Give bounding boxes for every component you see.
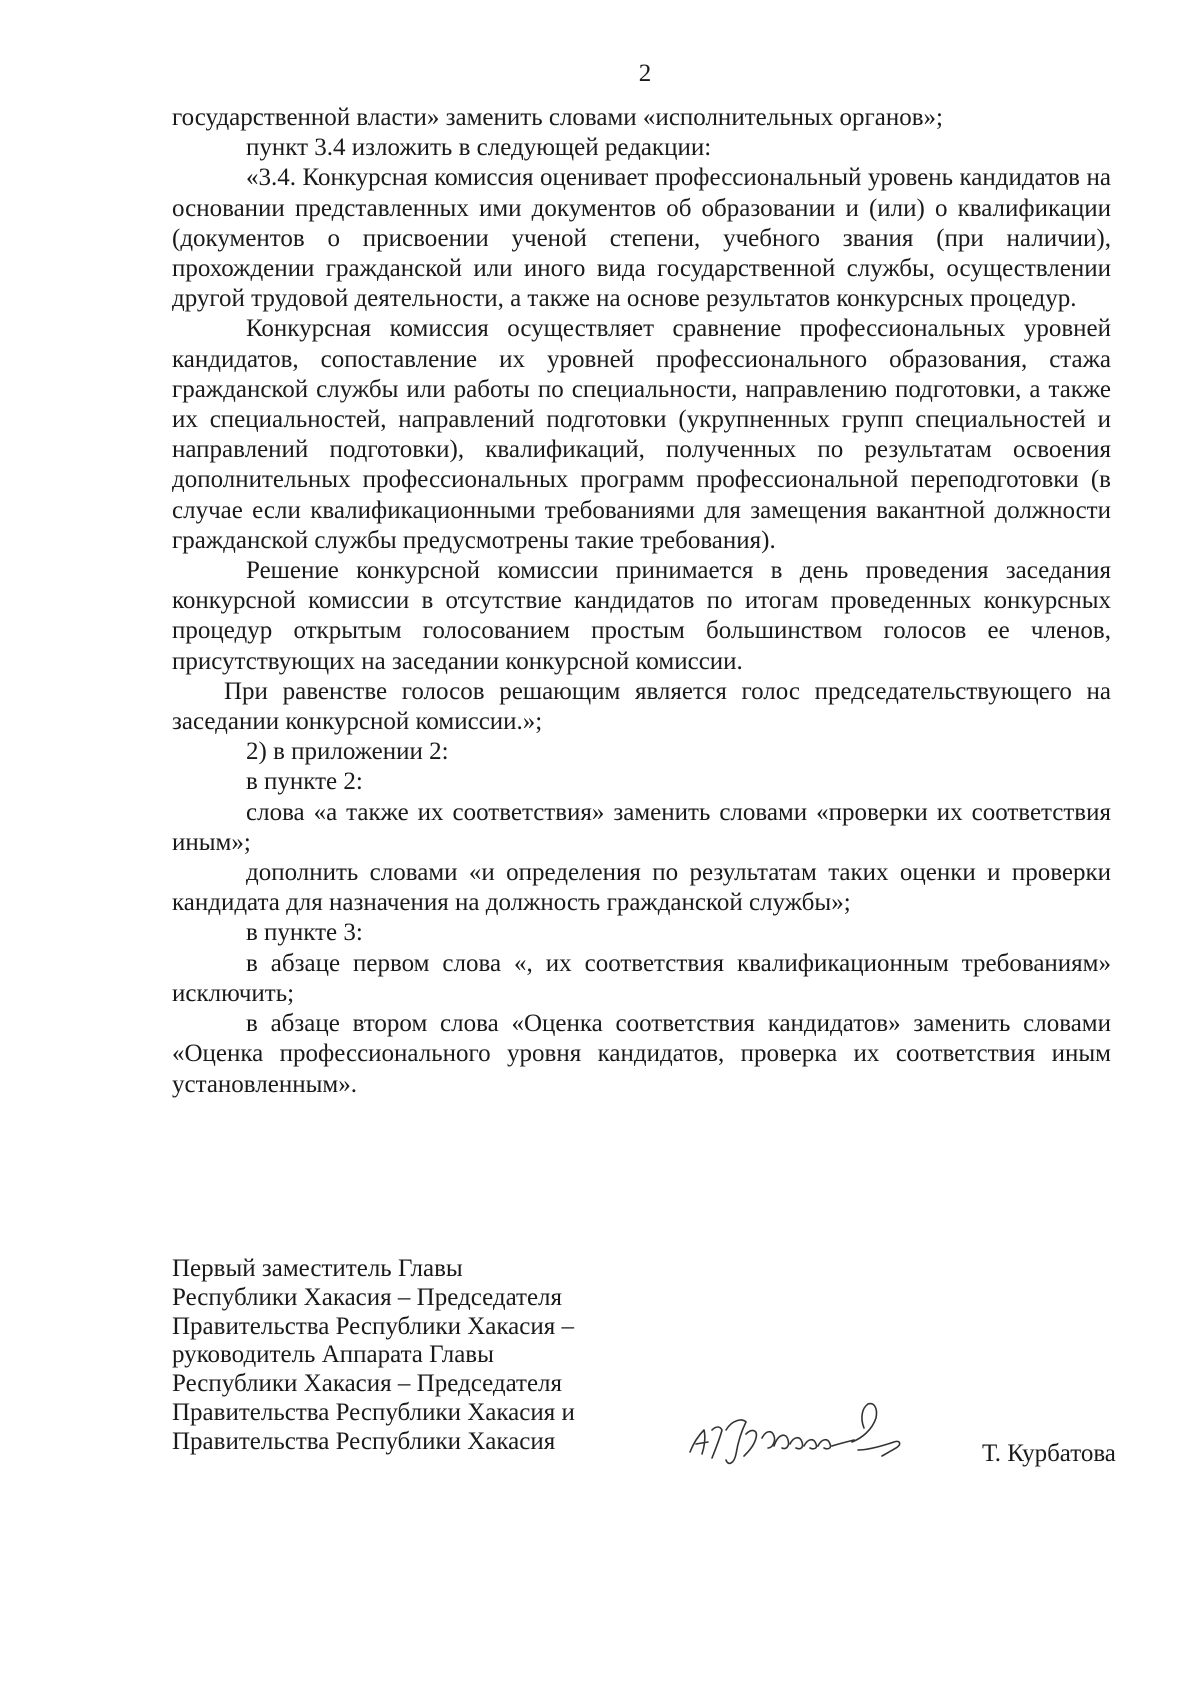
- paragraph: в пункте 3:: [246, 919, 363, 947]
- signatory-title-line: Республики Хакасия – Председателя: [172, 1370, 563, 1398]
- signatory-title-line: Правительства Республики Хакасия: [172, 1427, 556, 1455]
- paragraph: Решение конкурсной комиссии принимается в день проведения заседания конкурсной комиссии в отсутствие кандидатов по итогам проведенных конкурсных процедур открытым голосованием простым большинством голосов ее членов, присутствующих на заседании конкурсной комиссии.: [172, 557, 1111, 675]
- paragraph: дополнить словами «и определения по результатам таких оценки и проверки кандидата для назначения на должность гражданской службы»;: [172, 859, 1111, 917]
- paragraph: 2) в приложении 2:: [246, 738, 449, 766]
- page-number: 2: [638, 60, 652, 87]
- paragraph: государственной власти» заменить словами «исполнительных органов»;: [172, 104, 943, 131]
- paragraph: Конкурсная комиссия осуществляет сравнение профессиональных уровней кандидатов, сопоставление их уровней профессионального образования, стажа гражданской службы или работы по специальности, направлению подготовки, а также их специальностей, направлений подготовки (укрупненных групп специальностей и направлений подготовки), квалификаций, полученных по результатам освоения дополнительных профессиональных программ профессиональной переподготовки (в случае если квалификационными требованиями для замещения вакантной должности гражданской службы предусмотрены такие требования).: [172, 315, 1111, 554]
- signatory-title-line: Республики Хакасия – Председателя: [172, 1283, 563, 1311]
- signatory-title: [172, 1255, 575, 1457]
- paragraph: пункт 3.4 изложить в следующей редакции:: [246, 134, 712, 162]
- signatory-title-line: Правительства Республики Хакасия и: [172, 1398, 575, 1426]
- paragraph: в абзаце первом слова «, их соответствия квалификационным требованиям» исключить;: [172, 949, 1111, 1007]
- paragraph: слова «а также их соответствия» заменить словами «проверки их соответствия иным»;: [172, 798, 1111, 856]
- signatory-title-line: руководитель Аппарата Главы: [172, 1341, 494, 1369]
- handwritten-signature: [682, 1390, 952, 1470]
- signatory-title-line: Первый заместитель Главы: [172, 1255, 463, 1282]
- signer-name: Т. Курбатова: [982, 1440, 1116, 1467]
- signatory-title-line: Правительства Республики Хакасия –: [172, 1312, 574, 1340]
- paragraph: в пункте 2:: [246, 768, 363, 796]
- paragraph: «3.4. Конкурсная комиссия оценивает профессиональный уровень кандидатов на основании представленных ими документов об образовании и (или) о квалификации (документов о присвоении ученой степени, учебного звания (при наличии), прохождении гражданской или иного вида государственной службы, осуществлении другой трудовой деятельности, а также на основе результатов конкурсных процедур.: [172, 164, 1111, 313]
- paragraph: При равенстве голосов решающим является голос председательствующего на заседании конкурсной комиссии.»;: [172, 677, 1111, 736]
- document-body: [172, 103, 1111, 1100]
- paragraph: в абзаце втором слова «Оценка соответствия кандидатов» заменить словами «Оценка профессионального уровня кандидатов, проверка их соответствия иным установленным».: [172, 1010, 1111, 1098]
